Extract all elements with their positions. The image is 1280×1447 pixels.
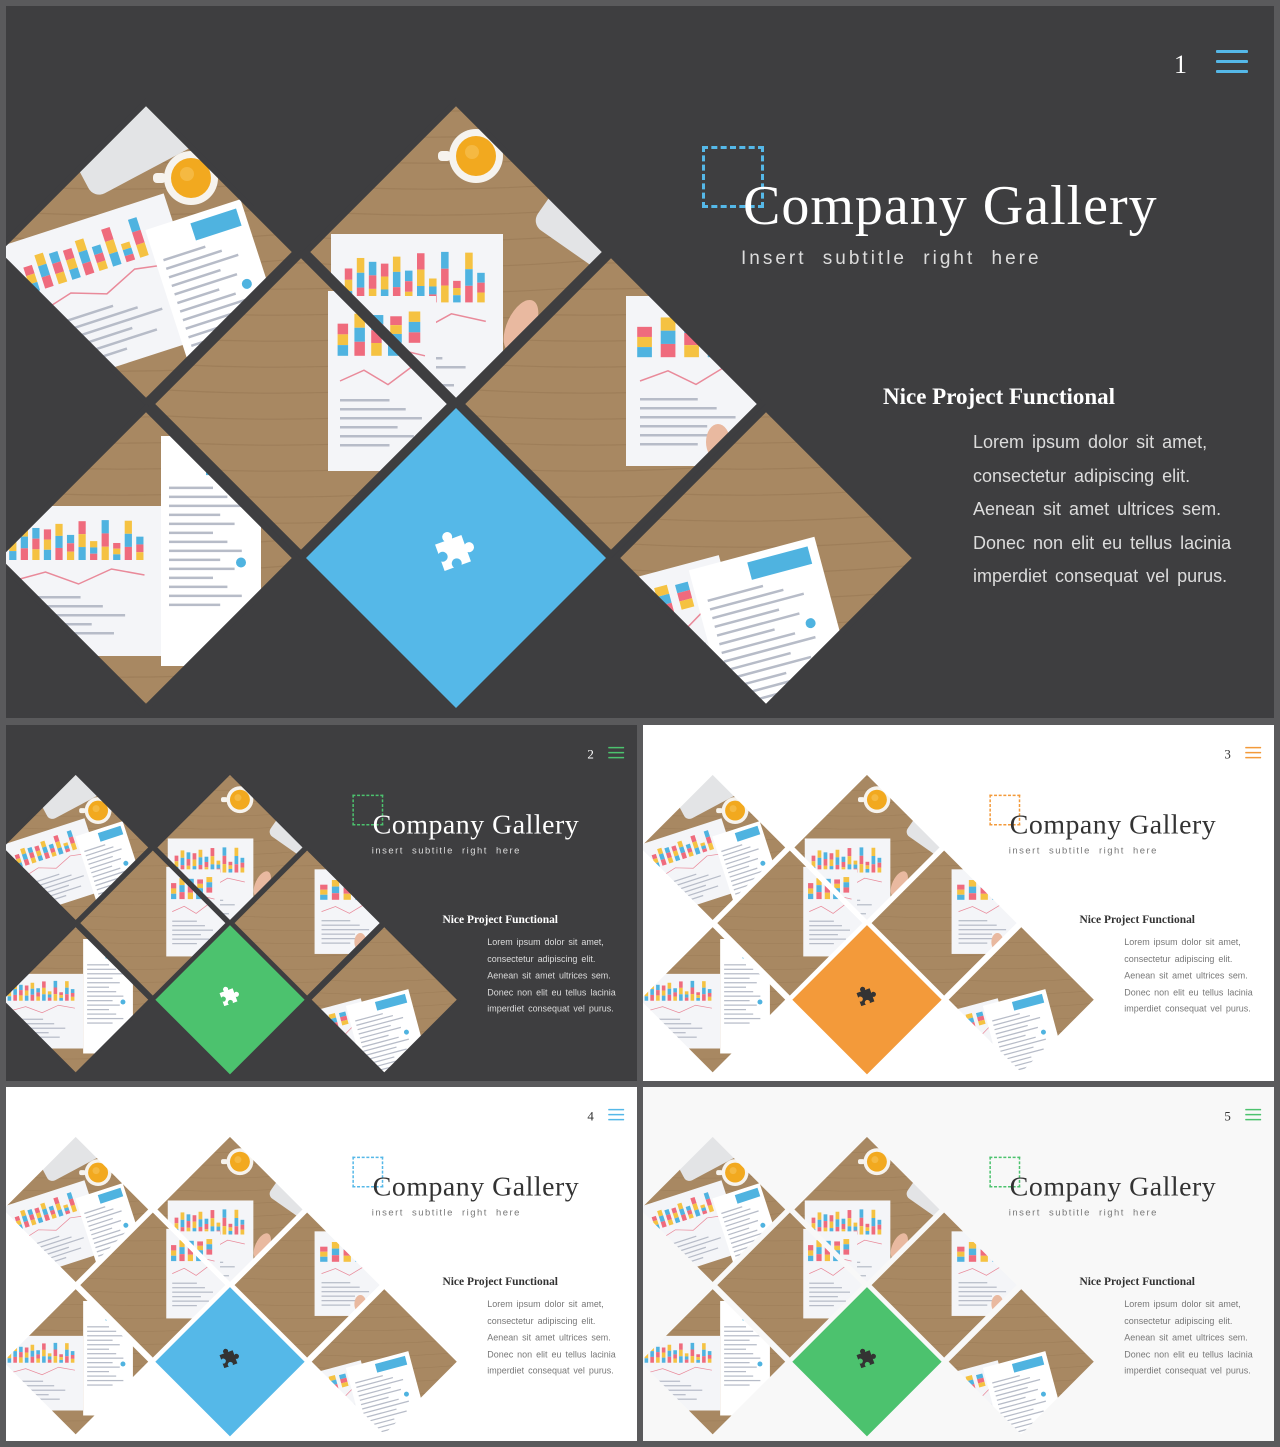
slide-content <box>6 1087 637 1441</box>
mosaic-svg <box>643 725 1101 1079</box>
slide-4[interactable] <box>6 1087 637 1441</box>
hamburger-menu-icon[interactable] <box>608 747 624 759</box>
section-title: Nice Project Functional <box>1079 913 1195 926</box>
slide-number: 1 <box>1174 50 1187 79</box>
slide-content <box>6 725 637 1079</box>
slide-5[interactable] <box>643 1087 1274 1441</box>
section-title: Nice Project Functional <box>442 1275 558 1288</box>
hamburger-menu-icon[interactable] <box>1245 1109 1261 1121</box>
slide-title: Company Gallery <box>372 1171 580 1202</box>
mosaic-svg <box>6 725 464 1079</box>
slide-content <box>643 725 1274 1079</box>
slide-content <box>643 1087 1274 1441</box>
slide-number: 3 <box>1224 746 1231 762</box>
body-text: Lorem ipsum dolor sit amet, consectetur adipiscing elit. Aenean sit amet ultrices sem. Donec non elit eu tellus lacinia imperdiet consequat vel purus. <box>1124 937 1253 1014</box>
body-text: Lorem ipsum dolor sit amet, consectetur adipiscing elit. Aenean sit amet ultrices sem. Donec non elit eu tellus lacinia imperdiet consequat vel purus. <box>973 432 1232 586</box>
body-text: Lorem ipsum dolor sit amet, consectetur adipiscing elit. Aenean sit amet ultrices sem. Donec non elit eu tellus lacinia imperdiet consequat vel purus. <box>1124 1299 1253 1376</box>
body-text: Lorem ipsum dolor sit amet, consectetur adipiscing elit. Aenean sit amet ultrices sem. Donec non elit eu tellus lacinia imperdiet consequat vel purus. <box>487 1299 616 1376</box>
slide-title: Company Gallery <box>372 809 580 840</box>
slide-subtitle: Insert subtitle right here <box>741 248 1042 269</box>
hamburger-menu-icon[interactable] <box>1245 747 1261 759</box>
hamburger-menu-icon[interactable] <box>1216 50 1248 74</box>
slide-number: 4 <box>587 1108 594 1124</box>
photo-mosaic <box>643 725 1101 1079</box>
body-text: Lorem ipsum dolor sit amet, consectetur adipiscing elit. Aenean sit amet ultrices sem. Donec non elit eu tellus lacinia imperdiet consequat vel purus. <box>487 937 616 1014</box>
slide-title: Company Gallery <box>1009 1171 1217 1202</box>
photo-mosaic <box>643 1087 1101 1441</box>
section-title: Nice Project Functional <box>883 384 1116 409</box>
mosaic-svg <box>643 1087 1101 1441</box>
mosaic-svg <box>6 6 926 718</box>
slide-subtitle: insert subtitle right here <box>1008 845 1158 856</box>
slide-number: 5 <box>1224 1108 1231 1124</box>
slide-subtitle: insert subtitle right here <box>371 1207 521 1218</box>
slide-content <box>6 6 1274 718</box>
photo-mosaic <box>6 725 464 1079</box>
photo-mosaic <box>6 1087 464 1441</box>
photo-mosaic <box>6 6 926 718</box>
slide-subtitle: insert subtitle right here <box>371 845 521 856</box>
slide-subtitle: insert subtitle right here <box>1008 1207 1158 1218</box>
mosaic-svg <box>6 1087 464 1441</box>
section-title: Nice Project Functional <box>442 913 558 926</box>
slide-title: Company Gallery <box>1009 809 1217 840</box>
slide-2[interactable] <box>6 725 637 1081</box>
slide-title: Company Gallery <box>743 175 1158 237</box>
slide-number: 2 <box>587 746 594 762</box>
slide-3[interactable] <box>643 725 1274 1081</box>
slide-1[interactable] <box>6 6 1274 718</box>
section-title: Nice Project Functional <box>1079 1275 1195 1288</box>
hamburger-menu-icon[interactable] <box>608 1109 624 1121</box>
